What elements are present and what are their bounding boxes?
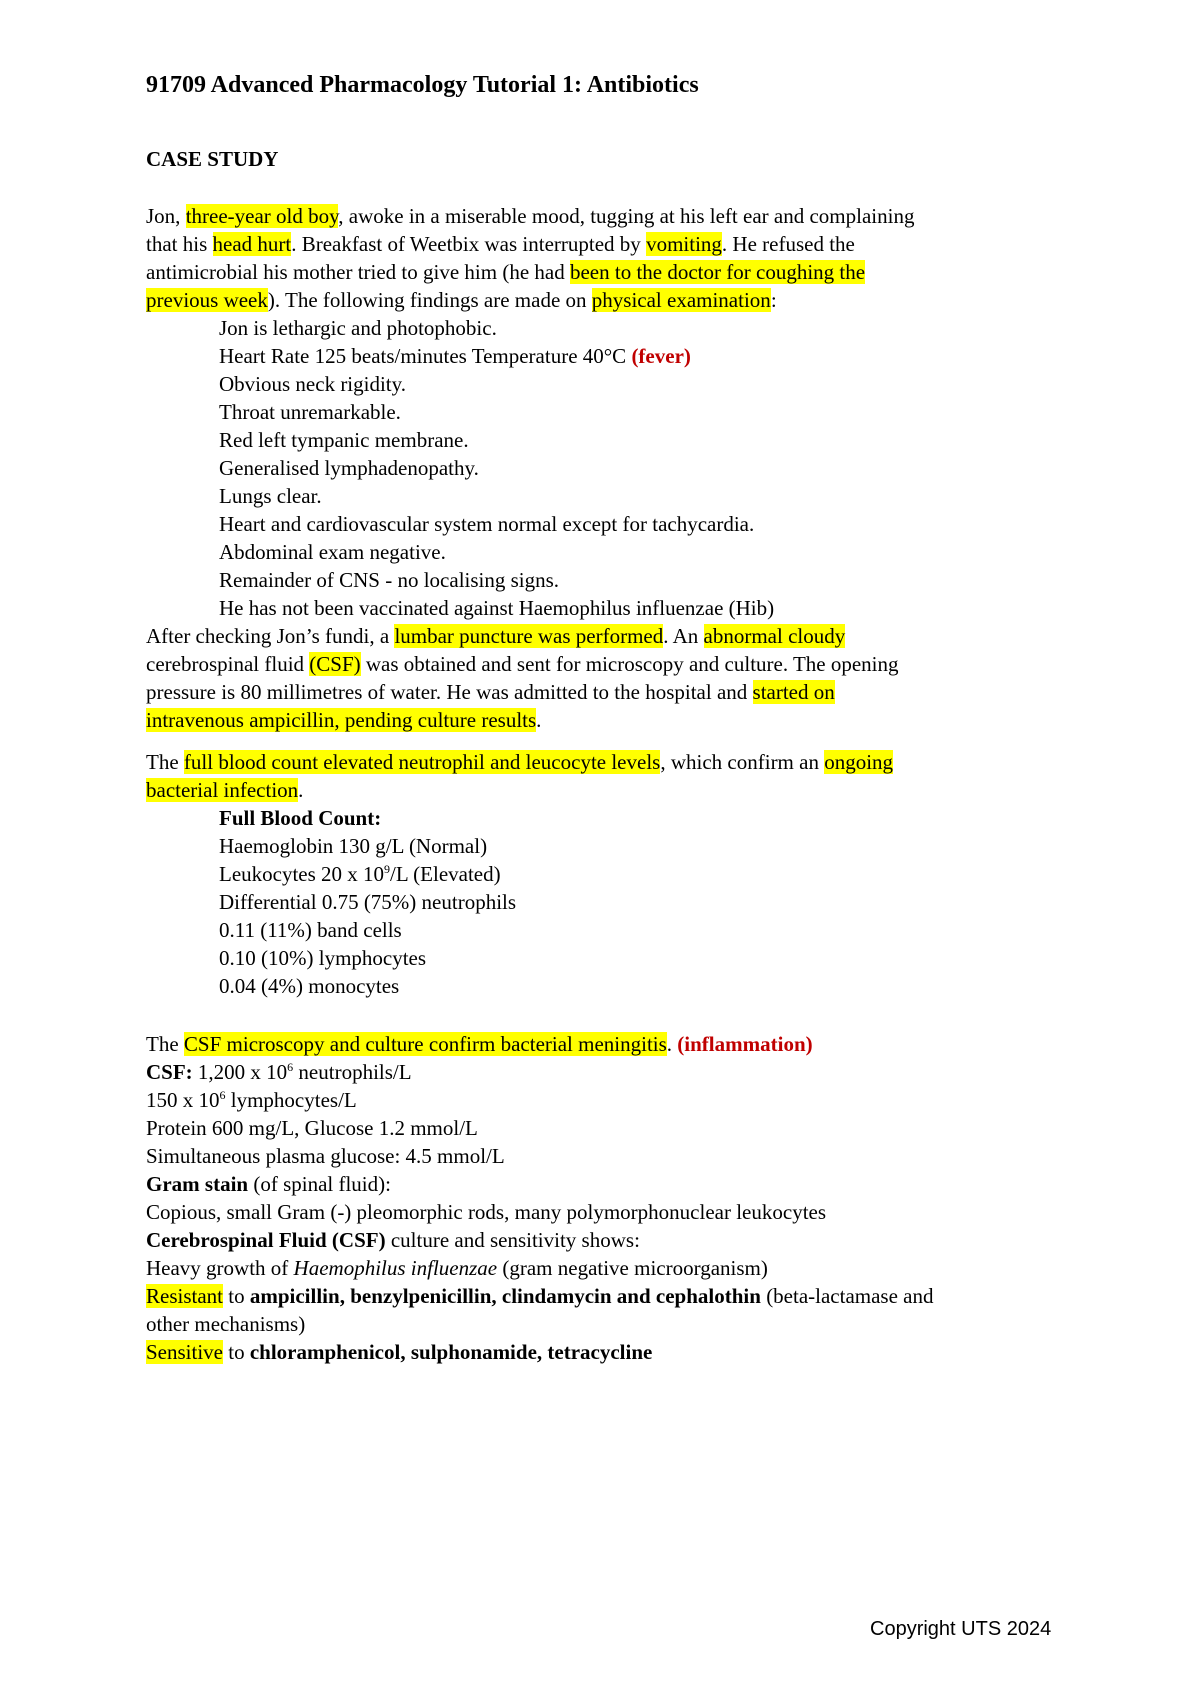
highlight: previous week bbox=[146, 288, 268, 312]
copyright-footer: Copyright UTS 2024 bbox=[870, 1618, 1052, 1640]
blood-count-paragraph bbox=[146, 748, 1076, 1000]
fbc-leukocytes: Leukocytes 20 x $10^9/L$ (Elevated) bbox=[219, 862, 501, 886]
highlight: full blood count elevated neutrophil and leucocyte levels bbox=[183, 750, 661, 774]
fever-note: (fever) bbox=[631, 344, 691, 368]
finding-item: Abdominal exam negative. bbox=[219, 540, 446, 564]
text-line: cerebrospinal fluid (CSF) was obtained and sent for microscopy and culture. The opening bbox=[146, 652, 899, 676]
highlight: lumbar puncture was performed bbox=[394, 624, 664, 648]
highlight: ongoing bbox=[824, 750, 894, 774]
finding-item: Generalised lymphadenopathy. bbox=[219, 456, 479, 480]
culture-label: Cerebrospinal Fluid (CSF) culture and sensitivity shows: bbox=[146, 1228, 640, 1252]
text-line: bacterial infection. bbox=[146, 778, 304, 802]
fbc-differential: Differential 0.75 (75%) neutrophils bbox=[219, 890, 517, 914]
finding-item: Red left tympanic membrane. bbox=[219, 428, 469, 452]
highlight: abnormal cloudy bbox=[703, 624, 846, 648]
resistance-line: Resistant to ampicillin, benzylpenicillin, clindamycin and cephalothin (beta-lactamase and bbox=[146, 1284, 934, 1308]
highlight: vomiting bbox=[646, 232, 722, 256]
text-line: The CSF microscopy and culture confirm bacterial meningitis. (inflammation) bbox=[146, 1032, 813, 1056]
highlight: Sensitive bbox=[146, 1340, 223, 1364]
finding-item: Jon is lethargic and photophobic. bbox=[219, 316, 497, 340]
text-line: After checking Jon’s fundi, a lumbar puncture was performed. An abnormal cloudy bbox=[146, 624, 846, 648]
culture-growth: Heavy growth of Haemophilus influenzae (gram negative microorganism) bbox=[146, 1256, 768, 1280]
page-title: 91709 Advanced Pharmacology Tutorial 1: Antibiotics bbox=[146, 72, 699, 98]
case-paragraph bbox=[146, 202, 1076, 734]
highlight: head hurt bbox=[212, 232, 292, 256]
highlight: three-year old boy bbox=[185, 204, 339, 228]
finding-item: Remainder of CNS - no localising signs. bbox=[219, 568, 560, 592]
sensitivity-line: Sensitive to chloramphenicol, sulphonamide, tetracycline bbox=[146, 1340, 653, 1364]
highlight: physical examination bbox=[591, 288, 771, 312]
text-line: previous week). The following findings are made on physical examination: bbox=[146, 288, 777, 312]
finding-item: He has not been vaccinated against Haemophilus influenzae (Hib) bbox=[219, 596, 775, 620]
csf-paragraph bbox=[146, 1030, 1076, 1366]
highlight: bacterial infection bbox=[146, 778, 299, 802]
finding-item: Heart Rate 125 beats/minutes Temperature 40°C (fever) bbox=[219, 344, 691, 368]
finding-item: Throat unremarkable. bbox=[219, 400, 401, 424]
csf-protein: Protein 600 mg/L, Glucose 1.2 mmol/L bbox=[146, 1116, 478, 1140]
text-line: antimicrobial his mother tried to give him (he had been to the doctor for coughing the bbox=[146, 260, 866, 284]
resistance-mechanisms: other mechanisms) bbox=[146, 1312, 306, 1336]
fbc-differential: 0.10 (10%) lymphocytes bbox=[219, 946, 427, 970]
fbc-differential: 0.04 (4%) monocytes bbox=[219, 974, 400, 998]
text-line: The full blood count elevated neutrophil and leucocyte levels, which confirm an ongoing bbox=[146, 750, 894, 774]
text-line: that his head hurt. Breakfast of Weetbix was interrupted by vomiting. He refused the bbox=[146, 232, 855, 256]
fbc-differential: 0.11 (11%) band cells bbox=[219, 918, 402, 942]
highlight: Resistant bbox=[146, 1284, 223, 1308]
highlight: intravenous ampicillin, pending culture results bbox=[146, 708, 537, 732]
highlight: started on bbox=[752, 680, 835, 704]
text-line: pressure is 80 millimetres of water. He was admitted to the hospital and started on bbox=[146, 680, 835, 704]
fbc-title: Full Blood Count: bbox=[219, 806, 382, 830]
gram-stain-label: Gram stain (of spinal fluid): bbox=[146, 1172, 391, 1196]
csf-plasma-glucose: Simultaneous plasma glucose: 4.5 mmol/L bbox=[146, 1144, 505, 1168]
finding-item: Lungs clear. bbox=[219, 484, 322, 508]
csf-neutrophils: CSF: 1,200 x $10^6$ neutrophils/L bbox=[146, 1060, 412, 1084]
highlight: CSF microscopy and culture confirm bacterial meningitis bbox=[183, 1032, 667, 1056]
highlight: (CSF) bbox=[309, 652, 361, 676]
text-line: Jon, three-year old boy, awoke in a miserable mood, tugging at his left ear and complaining bbox=[146, 204, 915, 228]
section-heading: CASE STUDY bbox=[146, 147, 279, 171]
highlight: been to the doctor for coughing the bbox=[569, 260, 866, 284]
text-line: intravenous ampicillin, pending culture results. bbox=[146, 708, 542, 732]
fbc-haemoglobin: Haemoglobin 130 g/L (Normal) bbox=[219, 834, 488, 858]
inflammation-note: (inflammation) bbox=[677, 1032, 813, 1056]
csf-lymphocytes: 150 x $10^6$ lymphocytes/L bbox=[146, 1088, 357, 1112]
finding-item: Obvious neck rigidity. bbox=[219, 372, 407, 396]
gram-stain-result: Copious, small Gram (-) pleomorphic rods, many polymorphonuclear leukocytes bbox=[146, 1200, 827, 1224]
finding-item: Heart and cardiovascular system normal except for tachycardia. bbox=[219, 512, 755, 536]
